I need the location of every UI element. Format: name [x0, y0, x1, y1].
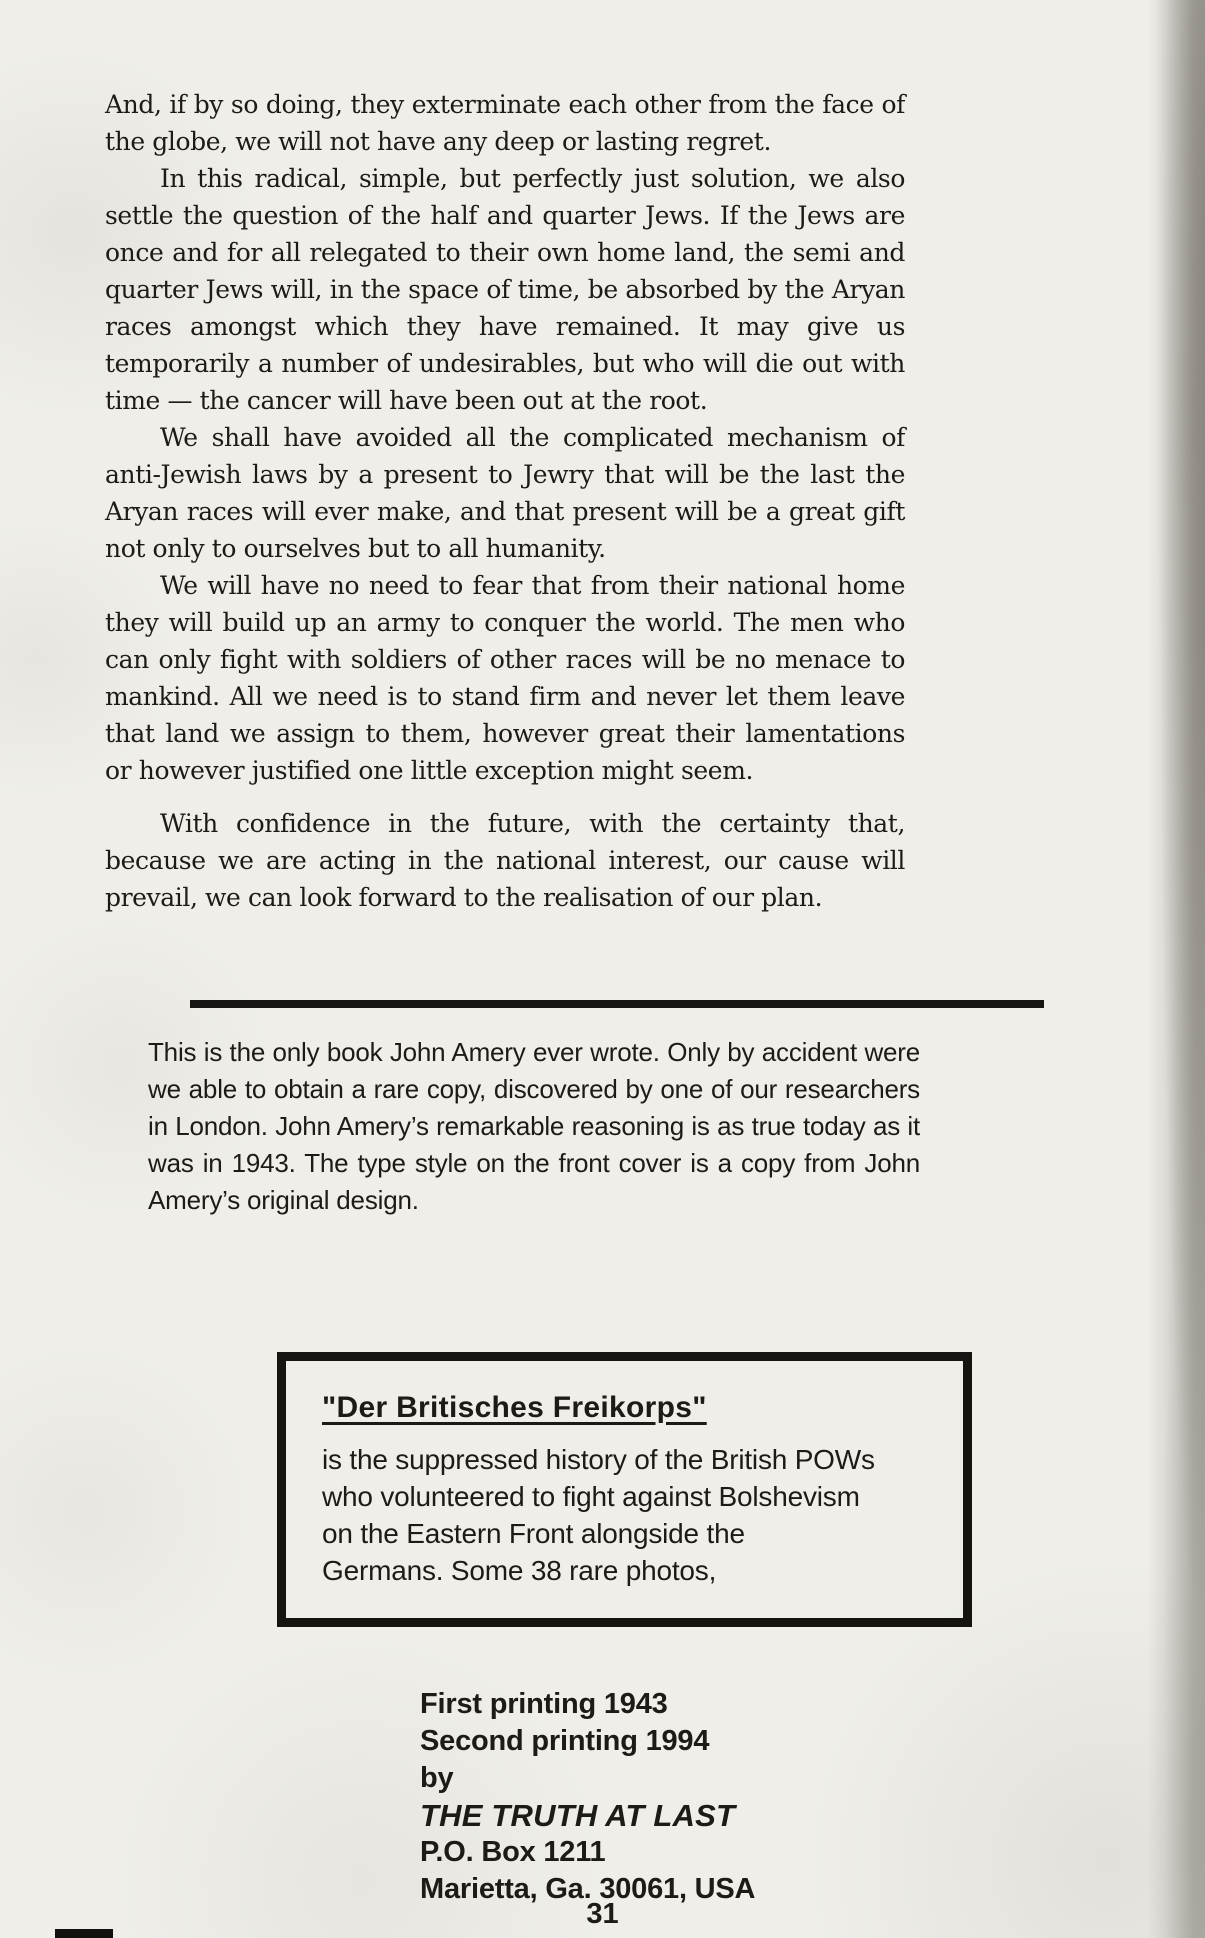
freikorps-box-title: "Der Britisches Freikorps": [322, 1391, 707, 1424]
page-number: 31: [586, 1898, 619, 1930]
body-text: [105, 86, 905, 916]
body-paragraph: With confidence in the future, with the certainty that, because we are acting in the national interest, our cause will prevail, we can look forward to the realisation of our plan.: [105, 809, 905, 912]
colophon-line: by: [420, 1762, 454, 1794]
freikorps-box-body: [322, 1441, 951, 1589]
editors-note: This is the only book John Amery ever wrote. Only by accident were we able to obtain a rare copy, discovered by one of our researchers in London. John Amery’s remarkable reasoning is as true today as it was in 1943. The type style on the front cover is a copy from John Amery’s original design.: [148, 1037, 920, 1215]
freikorps-box-line: who volunteered to fight against Bolshevism: [322, 1481, 860, 1512]
body-paragraph: We will have no need to fear that from their national home they will build up an army to conquer the world. The men who can only fight with soldiers of other races will be no menace to mankind. All we need is to stand firm and never let them leave that land we assign to them, however great their lamentations or however justified one little exception might seem.: [105, 571, 905, 785]
colophon-line: P.O. Box 1211: [420, 1836, 606, 1868]
scan-edge-shadow: [1147, 0, 1205, 1938]
body-paragraph: We shall have avoided all the complicated mechanism of anti-Jewish laws by a present to Jewry that will be the last the Aryan races will ever make, and that present will be a great gift not only to ourselves but to all humanity.: [105, 423, 905, 563]
colophon: [420, 1686, 755, 1908]
freikorps-box-line: is the suppressed history of the British POWs: [322, 1444, 875, 1475]
body-paragraph: In this radical, simple, but perfectly just solution, we also settle the question of the half and quarter Jews. If the Jews are once and for all relegated to their own home land, the semi and quarter Jews will, in the space of time, be absorbed by the Aryan races amongst which they have remained. It may give us temporarily a number of undesirables, but who will die out with time — the cancer will have been out at the root.: [105, 164, 905, 415]
colophon-line: THE TRUTH AT LAST: [420, 1798, 736, 1833]
freikorps-box-line: on the Eastern Front alongside the: [322, 1518, 745, 1549]
freikorps-box-line: Germans. Some 38 rare photos,: [322, 1555, 717, 1586]
body-paragraph: And, if by so doing, they exterminate each other from the face of the globe, we will not have any deep or lasting regret.: [105, 90, 905, 156]
colophon-line: First printing 1943: [420, 1688, 668, 1720]
freikorps-ad-box: [277, 1352, 972, 1627]
colophon-line: Second printing 1994: [420, 1725, 710, 1757]
section-divider-rule: [190, 1000, 1044, 1008]
colophon-line: Marietta, Ga. 30061, USA: [420, 1873, 756, 1905]
scan-artifact-mark: [55, 1929, 113, 1938]
